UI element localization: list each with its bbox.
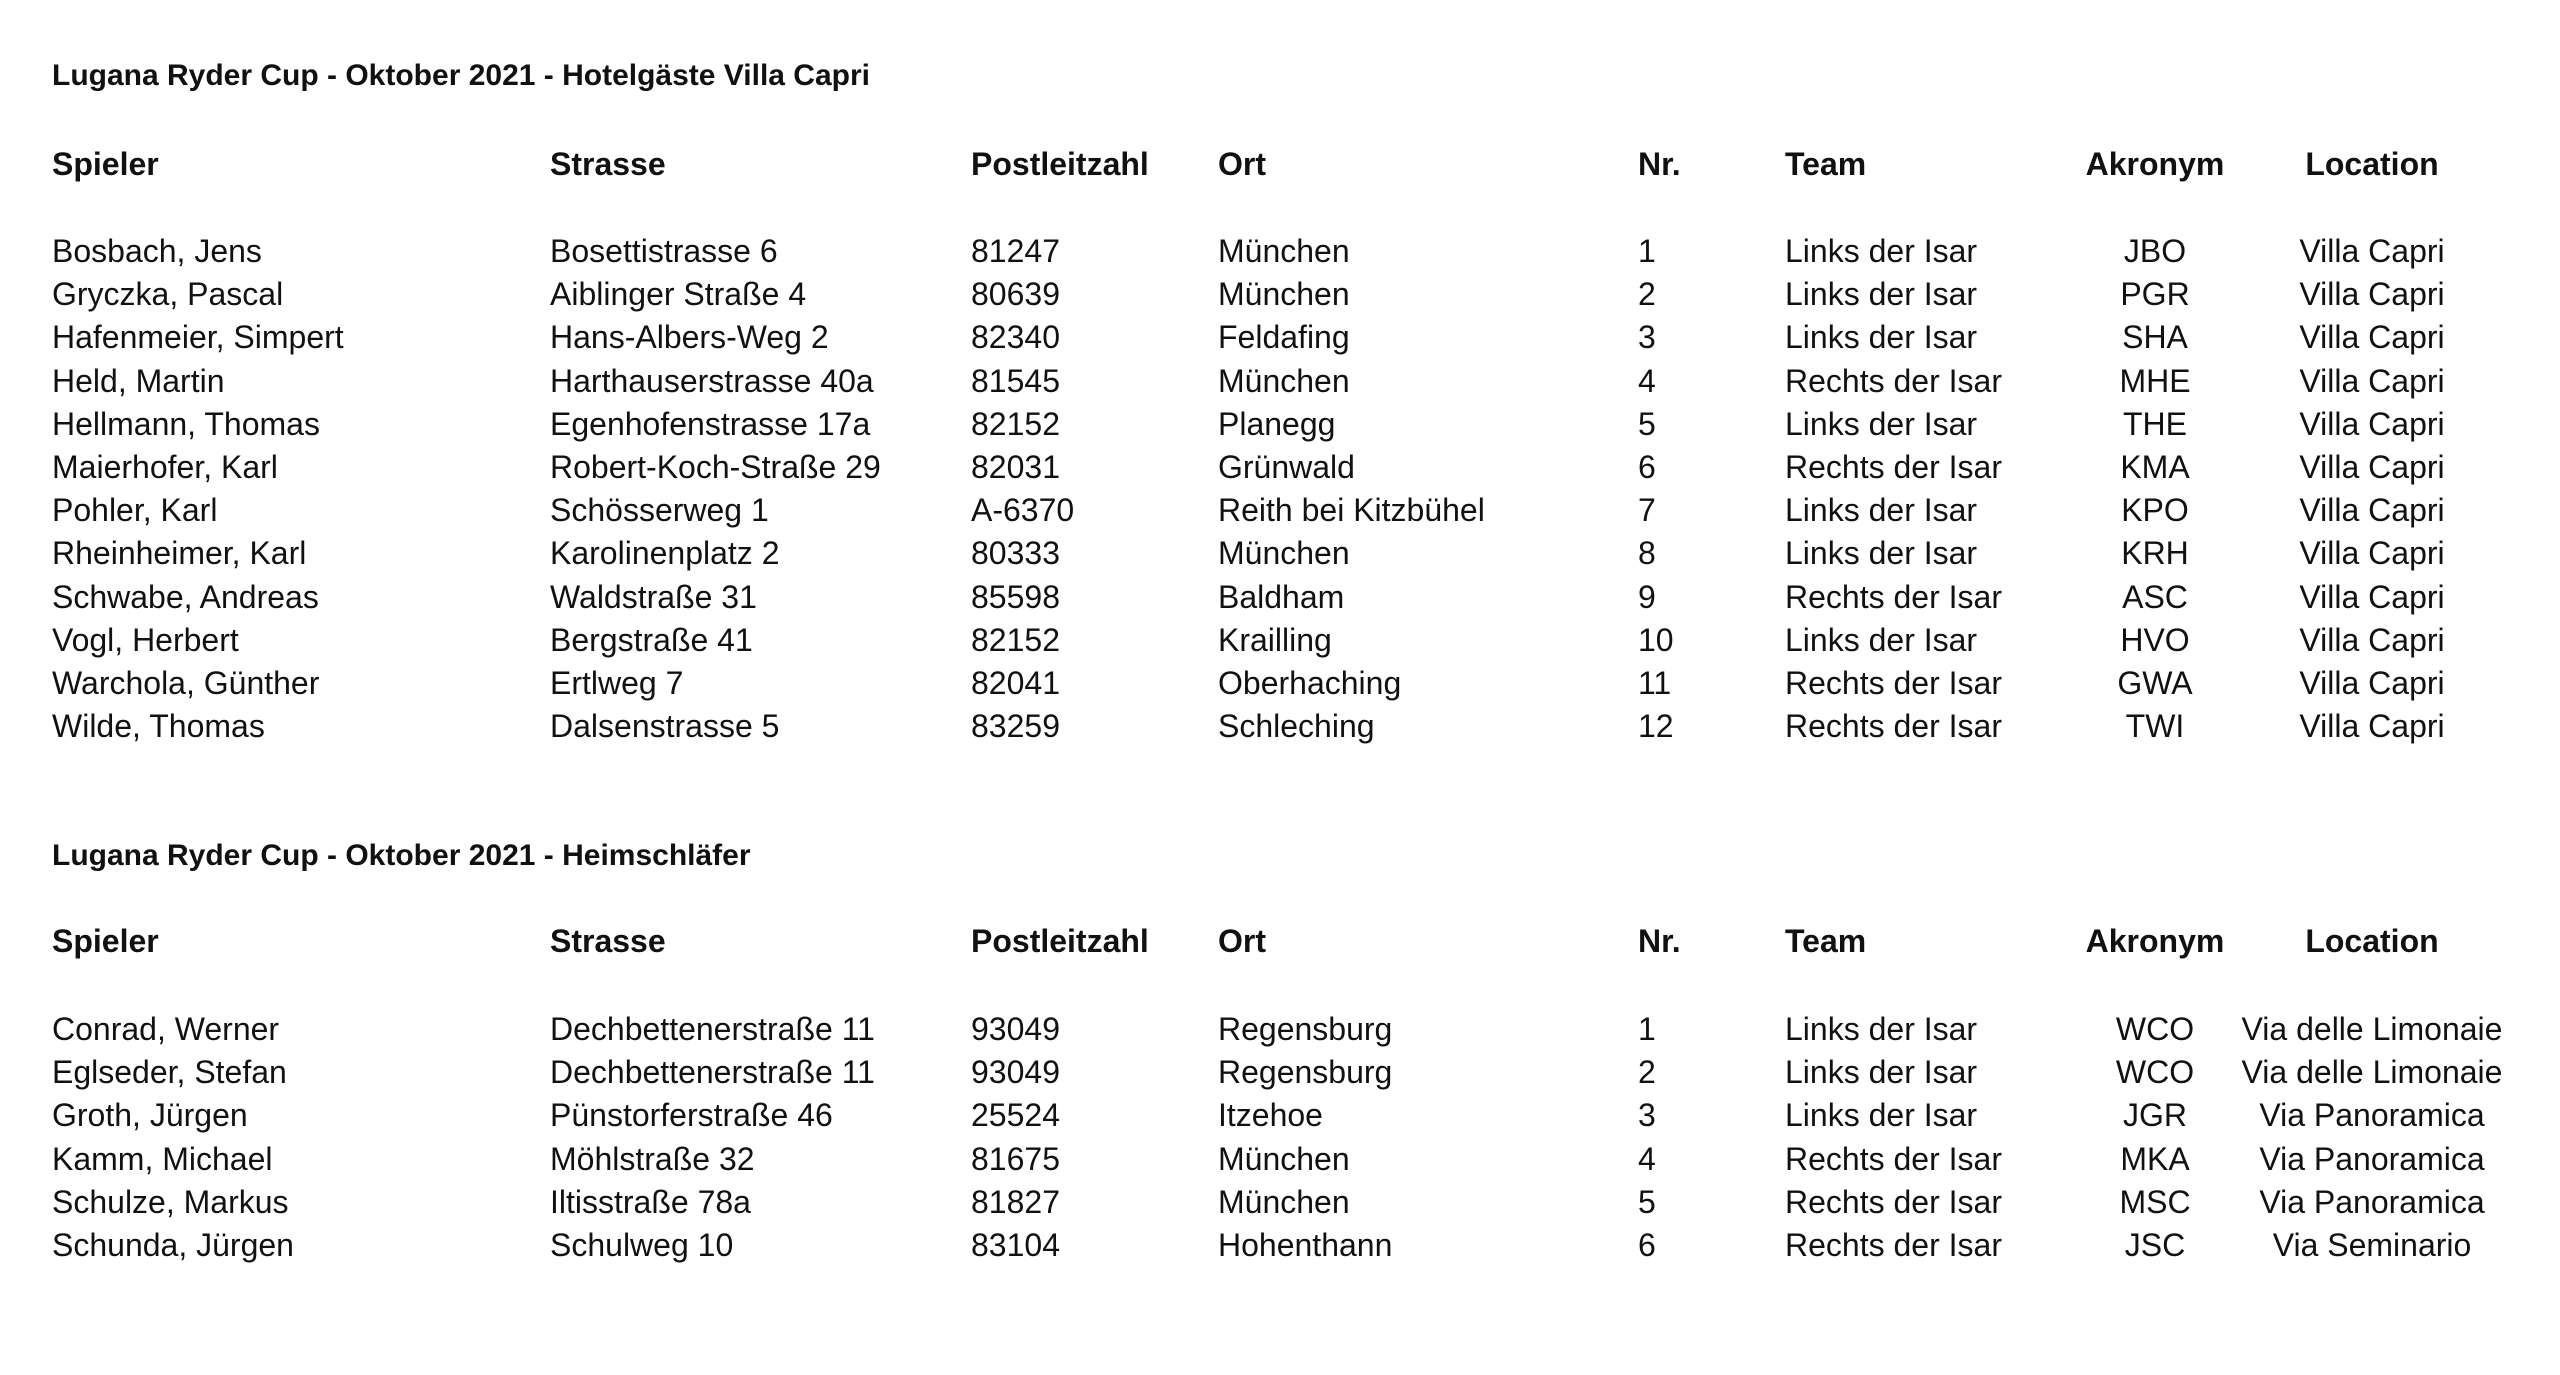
cell-spieler: Schwabe, Andreas [52,578,319,615]
cell-team: Links der Isar [1785,276,1978,313]
cell-spieler: Warchola, Günther [52,665,320,701]
cell-location: Via Seminario [2272,1227,2472,1263]
cell-spieler: Vogl, Herbert [52,621,239,658]
cell-nr: 1 [1638,233,1656,269]
cell-strasse: Schulweg 10 [550,1227,734,1263]
cell-spieler: Bosbach, Jens [52,233,262,269]
header-spieler: Spieler [52,146,159,182]
cell-spieler: Schunda, Jürgen [52,1227,294,1263]
cell-spieler: Kamm, Michael [52,1140,273,1177]
cell-ort: München [1218,535,1350,572]
cell-location: Villa Capri [2299,362,2445,399]
cell-postleitzahl: 81545 [971,362,1060,399]
cell-ort: Krailling [1218,621,1332,658]
cell-postleitzahl: 80639 [971,276,1060,313]
header-team: Team [1785,923,1867,959]
cell-team: Links der Isar [1785,1097,1978,1134]
cell-location: Via Panoramica [2259,1097,2485,1134]
table-row [0,577,2560,617]
cell-nr: 4 [1638,362,1656,399]
cell-postleitzahl: 85598 [971,578,1060,615]
cell-ort: Reith bei Kitzbühel [1218,492,1485,529]
cell-nr: 3 [1638,319,1656,356]
table-row [0,1182,2560,1222]
header-location: Location [2305,923,2439,959]
cell-akronym: MKA [2120,1140,2190,1177]
cell-akronym: WCO [2115,1011,2195,1047]
cell-ort: Planegg [1218,405,1336,442]
cell-team: Rechts der Isar [1785,708,2002,745]
cell-postleitzahl: 82152 [971,621,1060,658]
table-row [0,1009,2560,1049]
cell-team: Links der Isar [1785,1054,1978,1091]
cell-nr: 3 [1638,1097,1656,1134]
cell-strasse: Karolinenplatz 2 [550,535,780,572]
cell-ort: Baldham [1218,578,1345,615]
cell-nr: 10 [1638,621,1674,658]
cell-team: Rechts der Isar [1785,665,2002,701]
cell-akronym: ASC [2122,578,2188,615]
cell-postleitzahl: A-6370 [971,492,1075,529]
cell-team: Links der Isar [1785,535,1978,572]
table-row [0,490,2560,530]
cell-akronym: KRH [2121,535,2189,572]
cell-akronym: KPO [2121,492,2189,529]
cell-nr: 5 [1638,405,1656,442]
table-row [0,1139,2560,1179]
cell-ort: München [1218,1140,1350,1177]
cell-location: Via delle Limonaie [2241,1011,2503,1047]
cell-strasse: Aiblinger Straße 4 [550,276,807,313]
cell-location: Villa Capri [2299,276,2445,313]
cell-nr: 6 [1638,1227,1656,1263]
cell-spieler: Maierhofer, Karl [52,449,278,485]
table-header [0,921,2560,961]
cell-nr: 1 [1638,1011,1656,1047]
cell-spieler: Pohler, Karl [52,492,218,529]
cell-team: Links der Isar [1785,319,1978,356]
cell-akronym: JBO [2123,233,2187,269]
table-row [0,317,2560,357]
cell-location: Villa Capri [2299,578,2445,615]
cell-spieler: Rheinheimer, Karl [52,535,307,572]
cell-strasse: Iltisstraße 78a [550,1183,751,1220]
cell-akronym: KMA [2120,449,2190,485]
cell-ort: Feldafing [1218,319,1350,356]
cell-strasse: Schösserweg 1 [550,492,769,529]
header-akronym: Akronym [2085,146,2225,182]
cell-ort: Regensburg [1218,1054,1393,1091]
cell-ort: Schleching [1218,708,1375,745]
cell-nr: 2 [1638,1054,1656,1091]
cell-akronym: HVO [2120,621,2190,658]
cell-strasse: Dechbettenerstraße 11 [550,1011,875,1047]
cell-location: Villa Capri [2299,621,2445,658]
header-team: Team [1785,146,1867,182]
cell-akronym: MHE [2119,362,2191,399]
cell-postleitzahl: 83104 [971,1227,1060,1263]
header-postleitzahl: Postleitzahl [971,146,1149,182]
cell-strasse: Hans-Albers-Weg 2 [550,319,829,356]
cell-nr: 5 [1638,1183,1656,1220]
header-postleitzahl: Postleitzahl [971,923,1149,959]
cell-spieler: Schulze, Markus [52,1183,289,1220]
cell-location: Villa Capri [2299,319,2445,356]
table-row [0,620,2560,660]
table-row [0,361,2560,401]
cell-akronym: WCO [2115,1054,2195,1091]
cell-spieler: Held, Martin [52,362,225,399]
cell-akronym: SHA [2122,319,2188,356]
header-strasse: Strasse [550,923,666,959]
cell-location: Villa Capri [2299,708,2445,745]
cell-location: Via delle Limonaie [2241,1054,2503,1091]
header-nr: Nr. [1638,146,1681,182]
table-row [0,1052,2560,1092]
table-row [0,404,2560,444]
cell-spieler: Conrad, Werner [52,1011,280,1047]
cell-postleitzahl: 81247 [971,233,1060,269]
cell-akronym: TWI [2125,708,2185,745]
cell-strasse: Egenhofenstrasse 17a [550,405,871,442]
cell-spieler: Gryczka, Pascal [52,276,284,313]
table-row [0,533,2560,573]
cell-spieler: Hellmann, Thomas [52,405,320,442]
cell-location: Villa Capri [2299,233,2445,269]
table-row [0,274,2560,314]
cell-akronym: MSC [2119,1183,2191,1220]
cell-strasse: Ertlweg 7 [550,665,684,701]
cell-ort: München [1218,233,1350,269]
cell-ort: München [1218,362,1350,399]
cell-spieler: Eglseder, Stefan [52,1054,287,1091]
cell-postleitzahl: 25524 [971,1097,1060,1134]
cell-akronym: GWA [2117,665,2193,701]
table-header [0,144,2560,184]
table-row [0,663,2560,703]
table-row [0,706,2560,746]
table-row [0,231,2560,271]
header-spieler: Spieler [52,923,159,959]
cell-akronym: JGR [2123,1097,2187,1134]
cell-strasse: Harthauserstrasse 40a [550,362,874,399]
cell-strasse: Dechbettenerstraße 11 [550,1054,875,1091]
cell-nr: 12 [1638,708,1674,745]
cell-team: Rechts der Isar [1785,578,2002,615]
cell-postleitzahl: 82152 [971,405,1060,442]
cell-spieler: Hafenmeier, Simpert [52,319,344,356]
cell-team: Rechts der Isar [1785,1183,2002,1220]
cell-location: Villa Capri [2299,535,2445,572]
header-akronym: Akronym [2085,923,2225,959]
cell-strasse: Bosettistrasse 6 [550,233,778,269]
cell-nr: 11 [1638,665,1672,701]
cell-ort: Regensburg [1218,1011,1393,1047]
cell-team: Rechts der Isar [1785,449,2002,485]
cell-team: Links der Isar [1785,233,1978,269]
cell-spieler: Wilde, Thomas [52,708,265,745]
cell-postleitzahl: 82041 [971,665,1060,701]
cell-nr: 2 [1638,276,1656,313]
cell-strasse: Pünstorferstraße 46 [550,1097,833,1134]
cell-strasse: Dalsenstrasse 5 [550,708,780,745]
cell-team: Links der Isar [1785,492,1978,529]
cell-team: Rechts der Isar [1785,1227,2002,1263]
header-ort: Ort [1218,923,1266,959]
header-nr: Nr. [1638,923,1681,959]
cell-postleitzahl: 81675 [971,1140,1060,1177]
cell-team: Links der Isar [1785,405,1978,442]
header-location: Location [2305,146,2439,182]
cell-akronym: THE [2123,405,2187,442]
cell-akronym: JSC [2124,1227,2186,1263]
cell-team: Links der Isar [1785,1011,1978,1047]
cell-postleitzahl: 82031 [971,449,1060,485]
cell-location: Via Panoramica [2259,1183,2485,1220]
cell-postleitzahl: 93049 [971,1011,1060,1047]
cell-nr: 6 [1638,449,1656,485]
table-row [0,1095,2560,1135]
cell-ort: Oberhaching [1218,665,1402,701]
section-title: Lugana Ryder Cup - Oktober 2021 - Hotelgäste Villa Capri [52,59,870,92]
cell-strasse: Bergstraße 41 [550,621,753,658]
cell-team: Rechts der Isar [1785,1140,2002,1177]
section-title: Lugana Ryder Cup - Oktober 2021 - Heimschläfer [52,839,751,872]
cell-postleitzahl: 81827 [971,1183,1060,1220]
cell-location: Villa Capri [2299,449,2445,485]
cell-ort: Grünwald [1218,449,1355,485]
cell-ort: Hohenthann [1218,1227,1393,1263]
cell-postleitzahl: 93049 [971,1054,1060,1091]
cell-nr: 4 [1638,1140,1656,1177]
cell-location: Villa Capri [2299,665,2445,701]
cell-strasse: Möhlstraße 32 [550,1140,755,1177]
cell-nr: 7 [1638,492,1656,529]
cell-postleitzahl: 82340 [971,319,1060,356]
cell-akronym: PGR [2120,276,2190,313]
cell-ort: München [1218,1183,1350,1220]
header-ort: Ort [1218,146,1266,182]
cell-location: Villa Capri [2299,492,2445,529]
cell-postleitzahl: 80333 [971,535,1060,572]
cell-location: Villa Capri [2299,405,2445,442]
cell-nr: 9 [1638,578,1656,615]
table-row [0,447,2560,487]
cell-spieler: Groth, Jürgen [52,1097,248,1134]
cell-postleitzahl: 83259 [971,708,1060,745]
cell-strasse: Waldstraße 31 [550,578,757,615]
cell-strasse: Robert-Koch-Straße 29 [550,449,881,485]
cell-team: Rechts der Isar [1785,362,2002,399]
cell-team: Links der Isar [1785,621,1978,658]
cell-ort: Itzehoe [1218,1097,1323,1134]
table-row [0,1225,2560,1265]
cell-nr: 8 [1638,535,1656,572]
header-strasse: Strasse [550,146,666,182]
cell-location: Via Panoramica [2259,1140,2485,1177]
cell-ort: München [1218,276,1350,313]
